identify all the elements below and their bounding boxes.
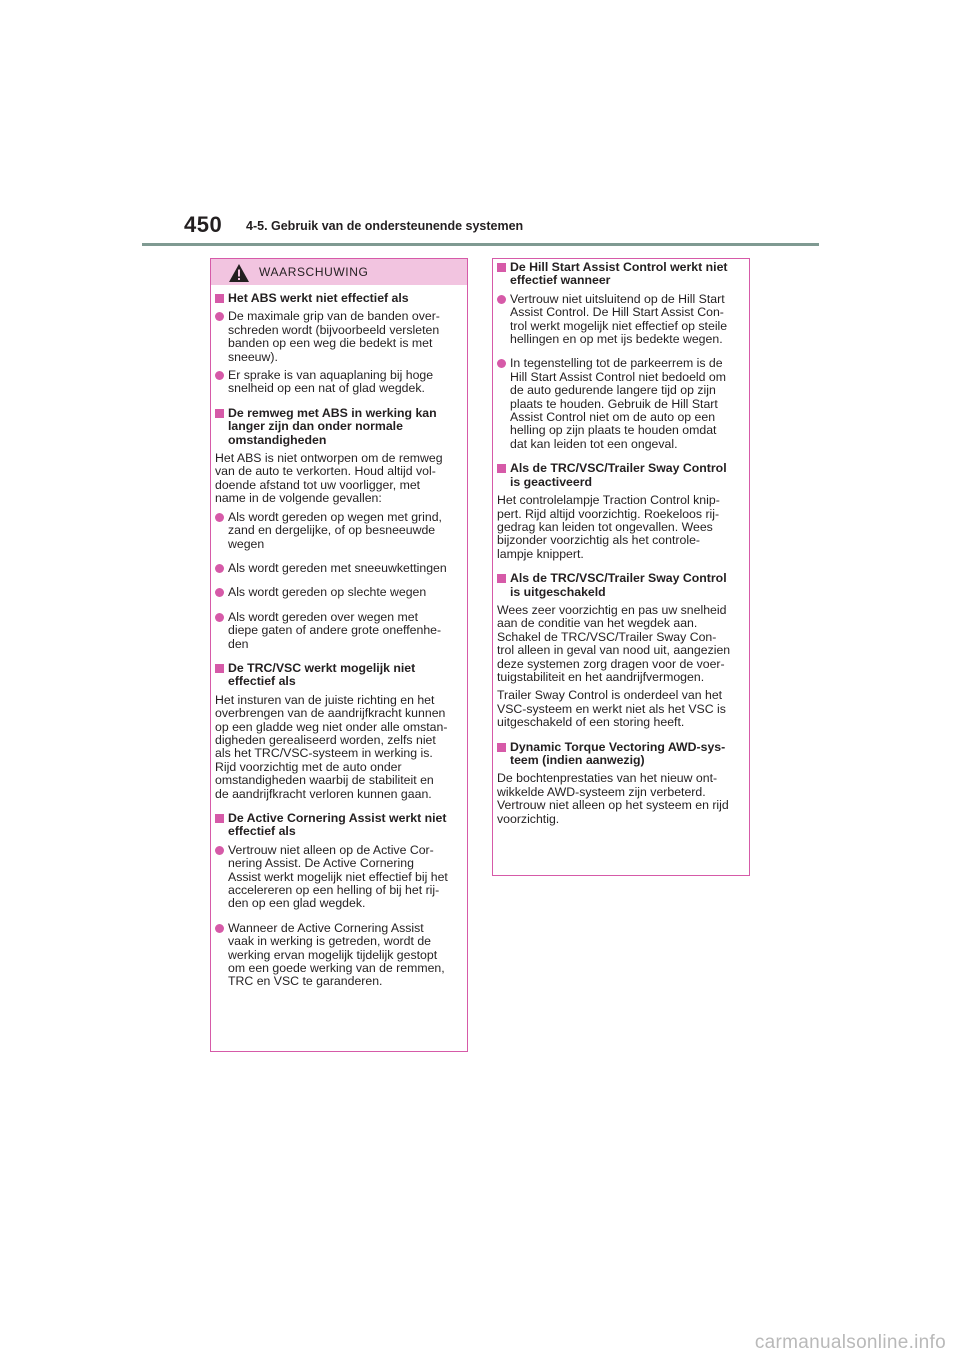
circle-bullet-icon [215, 513, 224, 522]
bullet-item: Als wordt gereden op slechte wegen [215, 586, 459, 599]
section-heading: Het ABS werkt niet effectief als [215, 292, 459, 305]
paragraph: Wees zeer voorzichtig en pas uw snelheid aan de conditie van het wegdek aan. Schakel de TRC/VSC/Trailer Sway Con- trol alleen in geval van nood uit, aangezien deze systemen zorg dragen voor de voer- tuigstabiliteit en het aandrijfvermogen. [497, 602, 731, 684]
bullet-item: Als wordt gereden over wegen met diepe gaten of andere grote oneffenhe- den [215, 611, 459, 651]
circle-bullet-icon [215, 371, 224, 380]
circle-bullet-icon [215, 924, 224, 933]
paragraph: Het controlelampje Traction Control knip- pert. Rijd altijd voorzichtig. Roekeloos rij- gedrag kan leiden tot ongevallen. Wees bijzonder voorzichtig als het controle- lampje knippert. [497, 493, 720, 561]
square-bullet-icon [497, 263, 506, 272]
circle-bullet-icon [215, 613, 224, 622]
section-title: 4-5. Gebruik van de ondersteunende systemen [246, 219, 524, 233]
bullet-item: De maximale grip van de banden over- schreden wordt (bijvoorbeeld versleten banden op een weg die bedekt is met sneeuw). [215, 310, 459, 364]
section-heading: Als de TRC/VSC/Trailer Sway Control is uitgeschakeld [497, 572, 741, 599]
bullet-item: Wanneer de Active Cornering Assist vaak in werking is getreden, wordt de werking ervan mogelijk tijdelijk gestopt om een goede werking van de remmen, TRC en VSC te garanderen. [215, 922, 459, 989]
square-bullet-icon [215, 409, 224, 418]
warning-box-continued [492, 258, 750, 876]
section-heading: De TRC/VSC werkt mogelijk niet effectief als [215, 662, 459, 689]
square-bullet-icon [215, 664, 224, 673]
bullet-item: Als wordt gereden met sneeuwkettingen [215, 562, 459, 575]
header-rule [142, 243, 819, 246]
circle-bullet-icon [215, 846, 224, 855]
square-bullet-icon [497, 574, 506, 583]
bullet-item: Als wordt gereden op wegen met grind, zand en dergelijke, of op besneeuwde wegen [215, 511, 459, 551]
warning-box [210, 258, 468, 1052]
page-number: 450 [184, 212, 223, 237]
circle-bullet-icon [215, 564, 224, 573]
square-bullet-icon [215, 814, 224, 823]
bullet-item: In tegenstelling tot de parkeerrem is de Hill Start Assist Control niet bedoeld om de auto gedurende langere tijd op zijn plaats te houden. Gebruik de Hill Start Assist Control niet om de auto op een helling op zijn plaats te houden omdat dat kan leiden tot een ongeval. [497, 357, 741, 451]
section-heading: De Hill Start Assist Control werkt niet effectief wanneer [497, 261, 741, 288]
warning-label: WAARSCHUWING [259, 265, 369, 279]
watermark: carmanualsonline.info [754, 1332, 946, 1353]
circle-bullet-icon [497, 295, 506, 304]
bullet-item: Er sprake is van aquaplaning bij hoge snelheid op een nat of glad wegdek. [215, 369, 459, 396]
square-bullet-icon [497, 464, 506, 473]
circle-bullet-icon [497, 359, 506, 368]
paragraph: De bochtenprestaties van het nieuw ont- wikkelde AWD-systeem zijn verbeterd. Vertrouw niet alleen op het systeem en rijd voorzichtig. [497, 771, 729, 826]
circle-bullet-icon [215, 588, 224, 597]
bullet-item: Vertrouw niet alleen op de Active Cor- nering Assist. De Active Cornering Assist werkt mogelijk niet effectief bij het accelereren op een helling of bij het rij- den op een glad wegdek. [215, 844, 459, 911]
section-heading: Als de TRC/VSC/Trailer Sway Control is geactiveerd [497, 462, 741, 489]
paragraph: Het ABS is niet ontworpen om de remweg van de auto te verkorten. Houd altijd vol- doende afstand tot uw voorligger, met name in de volgende gevallen: [215, 451, 443, 506]
section-heading: Dynamic Torque Vectoring AWD-sys- teem (indien aanwezig) [497, 741, 741, 768]
circle-bullet-icon [215, 312, 224, 321]
section-heading: De remweg met ABS in werking kan langer zijn dan onder normale omstandigheden [215, 407, 459, 447]
paragraph: Het insturen van de juiste richting en het overbrengen van de aandrijfkracht kunnen op een gladde weg niet onder alle omstan- digheden gerealiseerd worden, zelfs niet als het TRC/VSC-systeem in werking is. Rijd voorzichtig met de auto onder omstandigheden waarbij de stabiliteit en de aandrijfkracht verloren kunnen gaan. [215, 692, 448, 801]
paragraph: Trailer Sway Control is onderdeel van het VSC-systeem en werkt niet als het VSC is uitgeschakeld of een storing heeft. [497, 688, 726, 730]
warning-header [211, 259, 467, 285]
square-bullet-icon [215, 294, 224, 303]
section-heading: De Active Cornering Assist werkt niet effectief als [215, 812, 459, 839]
warning-triangle-icon [228, 263, 250, 283]
bullet-item: Vertrouw niet uitsluitend op de Hill Start Assist Control. De Hill Start Assist Con- trol werkt mogelijk niet effectief op steile hellingen en op met ijs bedekte wegen. [497, 293, 741, 347]
square-bullet-icon [497, 743, 506, 752]
